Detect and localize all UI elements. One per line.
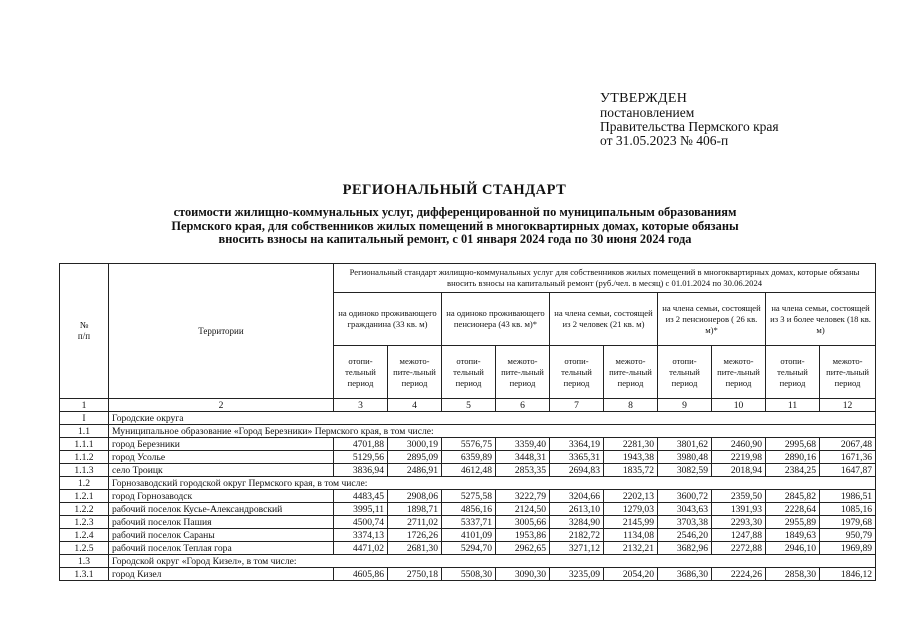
value-cell: 1247,88 bbox=[712, 529, 766, 542]
table-row bbox=[60, 490, 876, 503]
value-cell: 2946,10 bbox=[766, 542, 820, 555]
value-cell: 2858,30 bbox=[766, 568, 820, 581]
value-cell: 3682,96 bbox=[658, 542, 712, 555]
table-row bbox=[60, 438, 876, 451]
value-cell: 2293,30 bbox=[712, 516, 766, 529]
value-cell: 1134,08 bbox=[604, 529, 658, 542]
column-number: 2 bbox=[109, 399, 334, 412]
value-cell: 3359,40 bbox=[496, 438, 550, 451]
value-cell: 2359,50 bbox=[712, 490, 766, 503]
category-header: на одиноко проживающего пенсионера (43 кв. м)* bbox=[442, 293, 550, 346]
value-cell: 2384,25 bbox=[766, 464, 820, 477]
row-number: 1.2.2 bbox=[60, 503, 109, 516]
value-cell: 1671,36 bbox=[820, 451, 876, 464]
column-number: 11 bbox=[766, 399, 820, 412]
value-cell: 2067,48 bbox=[820, 438, 876, 451]
table-row bbox=[60, 451, 876, 464]
value-cell: 2124,50 bbox=[496, 503, 550, 516]
column-number: 12 bbox=[820, 399, 876, 412]
column-number: 4 bbox=[388, 399, 442, 412]
category-header: на члена семьи, состоящей из 2 человек (21 кв. м) bbox=[550, 293, 658, 346]
territory-name: рабочий поселок Теплая гора bbox=[109, 542, 334, 555]
column-number: 1 bbox=[60, 399, 109, 412]
value-cell: 5129,56 bbox=[334, 451, 388, 464]
column-group-header: Региональный стандарт жилищно-коммунальных услуг для собственников жилых помещений в многоквартирных домах, которые обязаны вносить взносы на капитальный ремонт (руб./чел. в месяц) с 01.01.2024 по 30.06.2024 bbox=[334, 264, 876, 293]
value-cell: 1849,63 bbox=[766, 529, 820, 542]
value-cell: 2132,21 bbox=[604, 542, 658, 555]
territory-name: город Горнозаводск bbox=[109, 490, 334, 503]
value-cell: 3222,79 bbox=[496, 490, 550, 503]
table-row bbox=[60, 516, 876, 529]
section-title: Горнозаводский городской округ Пермского края, в том числе: bbox=[109, 477, 876, 490]
value-cell: 2228,64 bbox=[766, 503, 820, 516]
value-cell: 1986,51 bbox=[820, 490, 876, 503]
section-row bbox=[60, 425, 876, 438]
value-cell: 950,79 bbox=[820, 529, 876, 542]
territory-name: город Березники bbox=[109, 438, 334, 451]
row-number: 1.3 bbox=[60, 555, 109, 568]
table-row bbox=[60, 503, 876, 516]
approval-heading: УТВЕРЖДЕН bbox=[600, 91, 688, 106]
value-cell: 4101,09 bbox=[442, 529, 496, 542]
value-cell: 2995,68 bbox=[766, 438, 820, 451]
value-cell: 5275,58 bbox=[442, 490, 496, 503]
value-cell: 3980,48 bbox=[658, 451, 712, 464]
value-cell: 2145,99 bbox=[604, 516, 658, 529]
approval-line: Правительства Пермского края bbox=[600, 119, 779, 134]
section-row bbox=[60, 412, 876, 425]
value-cell: 2054,20 bbox=[604, 568, 658, 581]
row-number: 1.2 bbox=[60, 477, 109, 490]
territory-name: город Усолье bbox=[109, 451, 334, 464]
value-cell: 4612,48 bbox=[442, 464, 496, 477]
row-number: I bbox=[60, 412, 109, 425]
row-number: 1.2.3 bbox=[60, 516, 109, 529]
value-cell: 3995,11 bbox=[334, 503, 388, 516]
period-nonheating-header: межото-пите-льный период bbox=[604, 346, 658, 399]
value-cell: 3374,13 bbox=[334, 529, 388, 542]
column-header-territory: Территории bbox=[109, 264, 334, 399]
value-cell: 1979,68 bbox=[820, 516, 876, 529]
territory-name: город Кизел bbox=[109, 568, 334, 581]
value-cell: 3448,31 bbox=[496, 451, 550, 464]
territory-name: рабочий поселок Пашия bbox=[109, 516, 334, 529]
value-cell: 3043,63 bbox=[658, 503, 712, 516]
row-number: 1.2.5 bbox=[60, 542, 109, 555]
column-header-number: № п/п bbox=[60, 264, 109, 399]
row-number: 1.1.3 bbox=[60, 464, 109, 477]
value-cell: 2890,16 bbox=[766, 451, 820, 464]
value-cell: 3005,66 bbox=[496, 516, 550, 529]
value-cell: 2486,91 bbox=[388, 464, 442, 477]
value-cell: 5294,70 bbox=[442, 542, 496, 555]
value-cell: 2281,30 bbox=[604, 438, 658, 451]
value-cell: 1943,38 bbox=[604, 451, 658, 464]
column-number: 7 bbox=[550, 399, 604, 412]
value-cell: 2224,26 bbox=[712, 568, 766, 581]
value-cell: 4856,16 bbox=[442, 503, 496, 516]
value-cell: 2219,98 bbox=[712, 451, 766, 464]
section-row bbox=[60, 555, 876, 568]
value-cell: 1647,87 bbox=[820, 464, 876, 477]
value-cell: 3271,12 bbox=[550, 542, 604, 555]
document-title: РЕГИОНАЛЬНЫЙ СТАНДАРТ bbox=[342, 182, 567, 198]
period-nonheating-header: межото-пите-льный период bbox=[712, 346, 766, 399]
value-cell: 5337,71 bbox=[442, 516, 496, 529]
value-cell: 1726,26 bbox=[388, 529, 442, 542]
value-cell: 2018,94 bbox=[712, 464, 766, 477]
value-cell: 2955,89 bbox=[766, 516, 820, 529]
value-cell: 5508,30 bbox=[442, 568, 496, 581]
value-cell: 2962,65 bbox=[496, 542, 550, 555]
value-cell: 4483,45 bbox=[334, 490, 388, 503]
value-cell: 2750,18 bbox=[388, 568, 442, 581]
value-cell: 3836,94 bbox=[334, 464, 388, 477]
value-cell: 2853,35 bbox=[496, 464, 550, 477]
value-cell: 2546,20 bbox=[658, 529, 712, 542]
value-cell: 4471,02 bbox=[334, 542, 388, 555]
period-heating-header: отопи-тельный период bbox=[334, 346, 388, 399]
value-cell: 6359,89 bbox=[442, 451, 496, 464]
value-cell: 5576,75 bbox=[442, 438, 496, 451]
value-cell: 4500,74 bbox=[334, 516, 388, 529]
document-subtitle bbox=[90, 206, 820, 247]
value-cell: 3801,62 bbox=[658, 438, 712, 451]
column-number: 9 bbox=[658, 399, 712, 412]
column-number: 8 bbox=[604, 399, 658, 412]
value-cell: 3703,38 bbox=[658, 516, 712, 529]
row-number: 1.2.4 bbox=[60, 529, 109, 542]
period-nonheating-header: межото-пите-льный период bbox=[496, 346, 550, 399]
subtitle-line: вносить взносы на капитальный ремонт, с 01 января 2024 года по 30 июня 2024 года bbox=[218, 232, 692, 246]
value-cell: 3365,31 bbox=[550, 451, 604, 464]
value-cell: 3000,19 bbox=[388, 438, 442, 451]
column-number: 5 bbox=[442, 399, 496, 412]
section-title: Городской округ «Город Кизел», в том числе: bbox=[109, 555, 876, 568]
subtitle-line: Пермского края, для собственников жилых помещений в многоквартирных домах, которые обязаны bbox=[171, 218, 739, 233]
approval-block bbox=[600, 92, 779, 148]
row-number: 1.1.2 bbox=[60, 451, 109, 464]
table-row bbox=[60, 529, 876, 542]
value-cell: 4701,88 bbox=[334, 438, 388, 451]
value-cell: 1835,72 bbox=[604, 464, 658, 477]
value-cell: 1953,86 bbox=[496, 529, 550, 542]
column-number: 10 bbox=[712, 399, 766, 412]
category-header: на одиноко проживающего гражданина (33 кв. м) bbox=[334, 293, 442, 346]
column-number: 3 bbox=[334, 399, 388, 412]
value-cell: 1846,12 bbox=[820, 568, 876, 581]
value-cell: 3082,59 bbox=[658, 464, 712, 477]
value-cell: 2845,82 bbox=[766, 490, 820, 503]
territory-name: рабочий поселок Кусье-Александровский bbox=[109, 503, 334, 516]
period-heating-header: отопи-тельный период bbox=[442, 346, 496, 399]
section-title: Городские округа bbox=[109, 412, 876, 425]
row-number: 1.3.1 bbox=[60, 568, 109, 581]
value-cell: 3090,30 bbox=[496, 568, 550, 581]
column-number: 6 bbox=[496, 399, 550, 412]
value-cell: 3600,72 bbox=[658, 490, 712, 503]
period-heating-header: отопи-тельный период bbox=[766, 346, 820, 399]
value-cell: 2202,13 bbox=[604, 490, 658, 503]
table-row bbox=[60, 464, 876, 477]
value-cell: 2272,88 bbox=[712, 542, 766, 555]
row-number: 1.1 bbox=[60, 425, 109, 438]
value-cell: 3235,09 bbox=[550, 568, 604, 581]
value-cell: 2694,83 bbox=[550, 464, 604, 477]
value-cell: 3204,66 bbox=[550, 490, 604, 503]
value-cell: 2681,30 bbox=[388, 542, 442, 555]
row-number: 1.1.1 bbox=[60, 438, 109, 451]
standard-table bbox=[59, 263, 876, 581]
period-nonheating-header: межото-пите-льный период bbox=[388, 346, 442, 399]
approval-line: от 31.05.2023 № 406-п bbox=[600, 133, 729, 148]
table-row bbox=[60, 568, 876, 581]
row-number: 1.2.1 bbox=[60, 490, 109, 503]
section-row bbox=[60, 477, 876, 490]
value-cell: 2613,10 bbox=[550, 503, 604, 516]
value-cell: 2895,09 bbox=[388, 451, 442, 464]
value-cell: 1279,03 bbox=[604, 503, 658, 516]
section-title: Муниципальное образование «Город Березники» Пермского края, в том числе: bbox=[109, 425, 876, 438]
period-heating-header: отопи-тельный период bbox=[550, 346, 604, 399]
period-heating-header: отопи-тельный период bbox=[658, 346, 712, 399]
territory-name: рабочий поселок Сараны bbox=[109, 529, 334, 542]
value-cell: 4605,86 bbox=[334, 568, 388, 581]
category-header: на члена семьи, состоящей из 2 пенсионеров ( 26 кв. м)* bbox=[658, 293, 766, 346]
category-header: на члена семьи, состоящей из 3 и более человек (18 кв. м) bbox=[766, 293, 876, 346]
value-cell: 3284,90 bbox=[550, 516, 604, 529]
value-cell: 3364,19 bbox=[550, 438, 604, 451]
table-row bbox=[60, 542, 876, 555]
value-cell: 2908,06 bbox=[388, 490, 442, 503]
value-cell: 1898,71 bbox=[388, 503, 442, 516]
subtitle-line: стоимости жилищно-коммунальных услуг, дифференцированной по муниципальным образованиям bbox=[173, 205, 737, 219]
territory-name: село Троицк bbox=[109, 464, 334, 477]
value-cell: 1969,89 bbox=[820, 542, 876, 555]
value-cell: 3686,30 bbox=[658, 568, 712, 581]
approval-line: постановлением bbox=[600, 105, 695, 120]
value-cell: 2460,90 bbox=[712, 438, 766, 451]
period-nonheating-header: межото-пите-льный период bbox=[820, 346, 876, 399]
value-cell: 1391,93 bbox=[712, 503, 766, 516]
value-cell: 2182,72 bbox=[550, 529, 604, 542]
value-cell: 1085,16 bbox=[820, 503, 876, 516]
value-cell: 2711,02 bbox=[388, 516, 442, 529]
